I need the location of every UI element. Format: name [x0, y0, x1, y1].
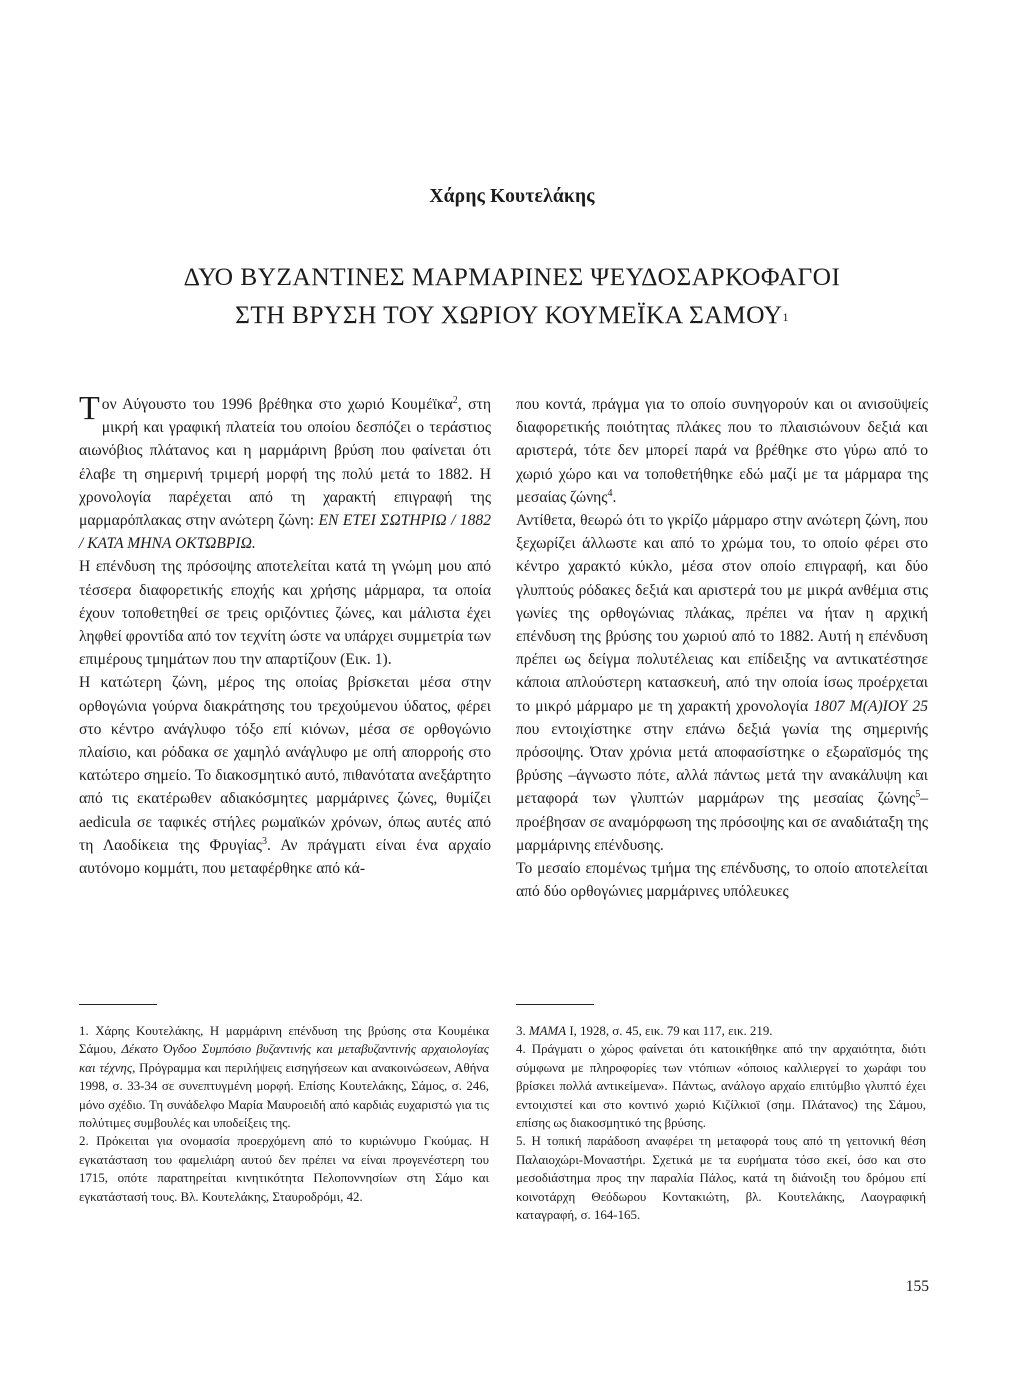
date-inscription: 1807 Μ(Α)ΙΟΥ 25 [813, 697, 928, 715]
title-footnote-ref: 1 [782, 310, 789, 324]
paragraph-4-text-b: που εντοιχίστηκε στην επάνω δεξιά γωνία της σημερινής πρόσοψης. Όταν χρόνια μετά αποφασίστηκε ο εξωραϊσμός της βρύσης –άγνωστο πότε, αλλά πάντως μετά την ανακάλυψη και μεταφορά των γλυπτών μαρμάρων της μεσαίας ζώνης [516, 720, 928, 808]
paragraph-5: Το μεσαίο επομένως τμήμα της επένδυσης, το οποίο αποτελείται από δύο ορθογώνιες μαρμάρινες υπόλευκες [516, 860, 928, 901]
footnote-1-title: Δέκατο Όγδοο Συμπόσιο βυζαντινής και μεταβυζαντινής αρχαιολογίας και τέχνης [79, 1042, 489, 1075]
footnote-3 [516, 1022, 926, 1040]
title-line-1: ΔΥΟ ΒΥΖΑΝΤΙΝΕΣ ΜΑΡΜΑΡΙΝΕΣ ΨΕΥΔΟΣΑΡΚΟΦΑΓΟΙ [183, 262, 841, 291]
body-column-left [79, 390, 491, 880]
paragraph-3-text-c: . [612, 488, 617, 506]
paragraph-2: Η επένδυση της πρόσοψης αποτελείται κατά τη γνώμη μου από τέσσερα διαφορετικής εποχής και χρήσης μάρμαρα, τα οποία έχουν τοποθετηθεί σε τρεις οριζόντιες ζώνες, και μάλιστα έχει ληφθεί φροντίδα από τον τεχνίτη ώστε να υπάρχει συμμετρία των επιμέρους τμημάτων που την απαρτίζουν (Εικ. 1). [79, 558, 491, 669]
paragraph-4 [516, 509, 928, 857]
paragraph-3-continued [516, 393, 928, 509]
footnote-3-source: MAMA [528, 1024, 567, 1038]
title-line-2 [0, 296, 1024, 334]
inscription-text: ΕΝ ΕΤΕΙ ΣΩΤΗΡΙΩ / 1882 / ΚΑΤΑ ΜΗΝΑ ΟΚΤΩΒΡΙΩ. [79, 512, 491, 553]
article-title [0, 258, 1024, 334]
footnote-separator-left [79, 1004, 157, 1005]
footnote-3-text: I, 1928, σ. 45, εικ. 79 και 117, εικ. 219. [566, 1024, 773, 1038]
footnote-1 [79, 1022, 489, 1132]
paragraph-1-text-a: ον Αύγουστο του 1996 βρέθηκα στο χωριό Κουμέϊκα [101, 396, 453, 413]
footnote-3-num: 3. [516, 1024, 529, 1038]
author-name: Χάρης Κουτελάκης [429, 186, 595, 207]
footnote-ref-5: 5 [915, 789, 921, 801]
footnotes-right [516, 1022, 926, 1224]
paragraph-3-text-a: Η κατώτερη ζώνη, μέρος της οποίας βρίσκεται μέσα στην ορθογώνια γούρνα διακράτησης του τρεχούμενου ύδατος, φέρει στο κέντρο ανάγλυφο τόξο επί κιόνων, μέσα σε ορθογώνιο πλαίσιο, και ρόδακα σε χαμηλό ανάγλυφο με οπή απορροής στο κατώτερο σημείο. Το διακοσμητικό αυτό, πιθανότατα ανεξάρτητο από τις εκατέρωθεν αδιακόσμητες μαρμάρινες ζώνες, θυμίζει aedicula σε ταφικές στήλες ρωμαϊκών χρόνων, όπως αυτές από τη Λαοδίκεια της Φρυγίας [79, 674, 491, 854]
paragraph-1-text-b: , στη μικρή και γραφική πλατεία του οποίου δεσπόζει ο τεράστιος αιωνόβιος πλάτανος και η μαρμάρινη βρύση που φαίνεται ότι έλαβε τη σημερινή τριμερή μορφή της πολύ μετά το 1882. Η χρονολογία παρέχεται από τη χαρακτή επιγραφή της μαρμαρόπλακας στην ανώτερη ζώνη: [79, 396, 491, 530]
page-number: 155 [905, 1278, 929, 1295]
footnote-ref-3: 3 [261, 835, 267, 847]
footnote-4: 4. Πράγματι ο χώρος φαίνεται ότι κατοικήθηκε από την αρχαιότητα, διότι σύμφωνα με πληροφορίες των ντόπιων «όποιος καλλιεργεί το χωράφι του βρίσκει πολλά αντικείμενα». Πάντως, ανάλογο αρχαίο επιτύμβιο γλυπτό έχει εντοιχιστεί και στο κοντινό χωριό Κιζίλκιοϊ (σημ. Πλάτανος) της Σάμου, επίσης ως διακοσμητικό της βρύσης. [516, 1042, 926, 1131]
paragraph-1 [79, 390, 491, 555]
footnote-5: 5. Η τοπική παράδοση αναφέρει τη μεταφορά τους από τη γειτονική θέση Παλαιοχώρι-Μοναστήρι. Σχετικά με τα ευρήματα τόσο εκεί, όσο και στο μεσοδιάστημα προς την παραλία Πάλος, κατά τη διάνοιξη του δρόμου επί κοινοτάρχη Θεόδωρου Κοντακιώτη, βλ. Κουτελάκης, Λαογραφική καταγραφή, σ. 164-165. [516, 1134, 926, 1223]
paragraph-3 [79, 671, 491, 880]
footnote-ref-4: 4 [607, 487, 613, 499]
drop-cap: Τ [79, 390, 100, 427]
paragraph-4-text-c: – προέβησαν σε αναμόρφωση της πρόσοψης και σε αναδιάταξη της μαρμάρινης επένδυσης. [516, 790, 928, 854]
footnote-1-text-a: 1. Χάρης Κουτελάκης, Η μαρμάρινη επένδυση της βρύσης στα Κουμέικα Σάμου, [79, 1024, 489, 1057]
footnote-ref-2: 2 [452, 394, 458, 406]
footnote-separator-right [516, 1004, 594, 1005]
footnote-2: 2. Πρόκειται για ονομασία προερχόμενη από το κυριώνυμο Γκούμας. Η εγκατάσταση του φαμελιάρη αυτού δεν πρέπει να είναι προγενέστερη του 1715, οπότε παρατηρείται κινητικότητα Πελοποννησίων στη Σάμο και εγκατάστασή τους. Βλ. Κουτελάκης, Σταυροδρόμι, 42. [79, 1134, 489, 1204]
paragraph-3-text-b-cont: που κοντά, πράγμα για το οποίο συνηγορούν και οι ανισοϋψείς διαφορετικής ποιότητας πλάκες που το πλαισιώνουν δεξιά και αριστερά, τότε δεν μπορεί παρά να βρέθηκε στο γύρω από το χωριό χώρο και να τοποθετήθηκε εδώ μαζί με τα μάρμαρα της μεσαίας ζώνης [516, 396, 928, 506]
title-line-2-text: ΣΤΗ ΒΡΥΣΗ ΤΟΥ ΧΩΡΙΟΥ ΚΟΥΜΕΪΚΑ ΣΑΜΟΥ [235, 300, 783, 329]
paragraph-4-text-a: Αντίθετα, θεωρώ ότι το γκρίζο μάρμαρο στην ανώτερη ζώνη, που ξεχωρίζει άλλωστε και από το χρώμα του, το οποίο φέρει στο κέντρο χαρακτό κύκλο, μέσα στον οποίο επιγραφή, και δύο γλυπτούς ρόδακες δεξιά και αριστερά του με μικρά ανθέμια στις γωνίες της ορθογώνιας πλάκας, πρέπει να ήταν η αρχική επένδυση της βρύσης του χωριού από το 1882. Αυτή η επένδυση πρέπει ως δείγμα πολυτέλειας και επίδειξης να αντικατέστησε κάποια απλούστερη κατασκευή, από την οποία ίσως προέρχεται το μικρό μάρμαρο με τη χαρακτή χρονολογία [516, 512, 928, 715]
footnote-1-text-b: , Πρόγραμμα και περιλήψεις εισηγήσεων και ανακοινώσεων, Αθήνα 1998, σ. 33-34 σε συνεπτυγμένη μορφή. Επίσης Κουτελάκης, Σάμος, σ. 246, μόνο σχέδιο. Τη συνάδελφο Μαρία Μαυροειδή από καρδιάς ευχαριστώ για τις πολύτιμες συμβουλές και υποδείξεις της. [79, 1060, 489, 1131]
body-column-right [516, 393, 928, 903]
paragraph-3-text-b: . Αν πράγματι είναι ένα αρχαίο αυτόνομο κομμάτι, που μεταφέρθηκε από κά- [79, 836, 491, 878]
footnotes-left [79, 1022, 489, 1206]
